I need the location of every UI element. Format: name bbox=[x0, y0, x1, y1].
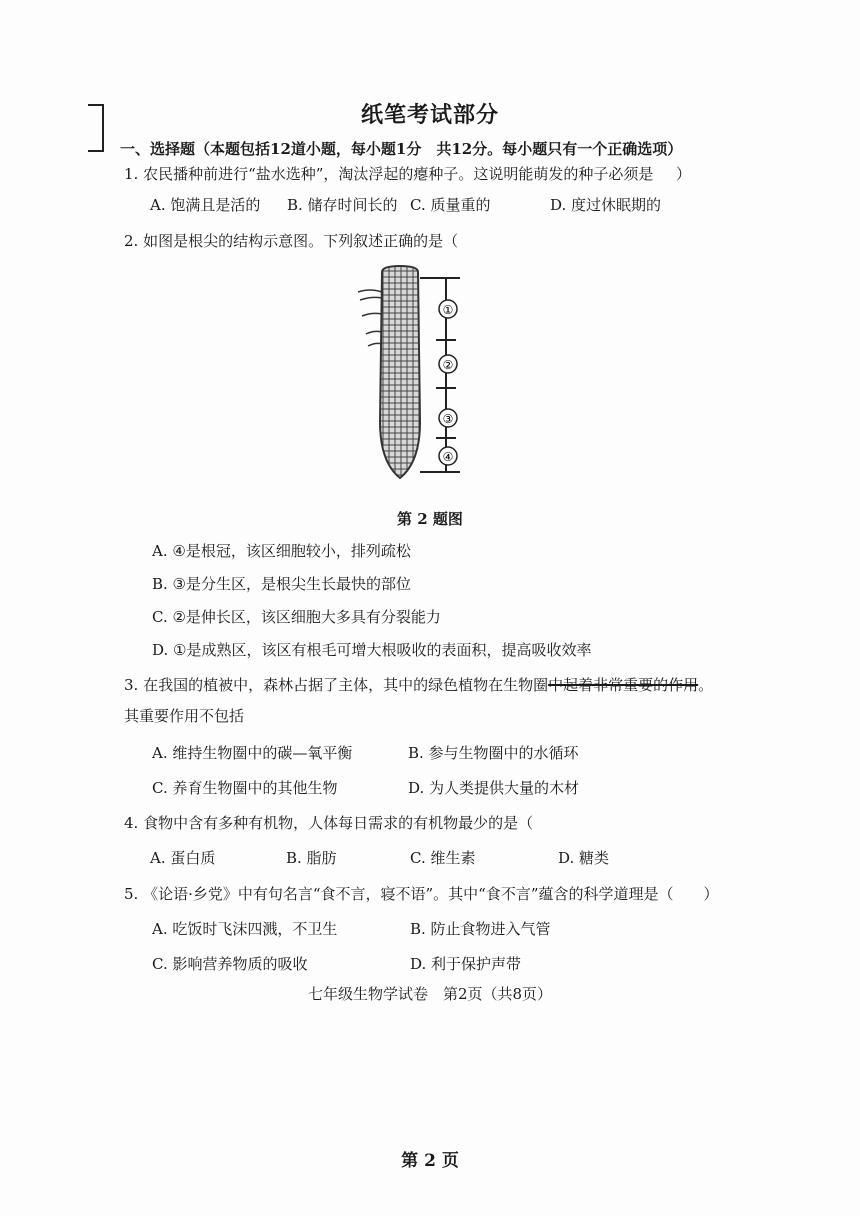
question-5-option-b: B. 防止食物进入气管 bbox=[410, 920, 551, 938]
question-5-option-d: D. 利于保护声带 bbox=[410, 955, 522, 973]
question-5-option-a: A. 吃饭时飞沫四溅，不卫生 bbox=[152, 920, 338, 938]
root-body bbox=[380, 266, 420, 478]
question-3-option-b: B. 参与生物圈中的水循环 bbox=[408, 744, 579, 762]
question-1-option-a: A. 饱满且是活的 bbox=[150, 196, 261, 214]
question-3-stem-main: 3. 在我国的植被中，森林占据了主体，其中的绿色植物在生物圈 bbox=[124, 676, 549, 694]
question-2-option-b: B. ③是分生区，是根尖生长最快的部位 bbox=[152, 575, 412, 593]
question-2-option-a: A. ④是根冠，该区细胞较小，排列疏松 bbox=[152, 542, 411, 560]
question-4-option-d: D. 糖类 bbox=[558, 849, 610, 867]
question-2-option-c: C. ②是伸长区，该区细胞大多具有分裂能力 bbox=[152, 608, 441, 626]
question-4-stem: 4. 食物中含有多种有机物，人体每日需求的有机物最少的是（ bbox=[124, 814, 534, 832]
question-4-option-b: B. 脂肪 bbox=[286, 849, 337, 867]
page-title: 纸笔考试部分 bbox=[360, 102, 499, 128]
question-5-option-c: C. 影响营养物质的吸收 bbox=[152, 955, 308, 973]
question-4-option-c: C. 维生素 bbox=[410, 849, 476, 867]
question-3-option-d: D. 为人类提供大量的木材 bbox=[408, 779, 580, 797]
label-4: ④ bbox=[442, 450, 454, 464]
question-3-stem bbox=[124, 674, 713, 695]
label-3: ③ bbox=[442, 412, 454, 426]
question-3-stem-end: 。 bbox=[698, 676, 714, 694]
label-2: ② bbox=[442, 358, 454, 372]
root-tip-diagram bbox=[350, 262, 480, 487]
question-1-option-d: D. 度过休眠期的 bbox=[550, 196, 662, 214]
figure-caption: 第 2 题图 bbox=[397, 510, 463, 528]
question-4-option-a: A. 蛋白质 bbox=[150, 849, 216, 867]
page-footer: 七年级生物学试卷 第2页（共8页） bbox=[307, 985, 553, 1003]
question-1-option-c: C. 质量重的 bbox=[410, 196, 491, 214]
label-1: ① bbox=[442, 303, 454, 317]
section-heading: 一、选择题（本题包括12道小题，每小题1分 共12分。每小题只有一个正确选项） bbox=[120, 140, 683, 158]
question-3-option-a: A. 维持生物圈中的碳—氧平衡 bbox=[152, 744, 353, 762]
question-5-stem: 5. 《论语·乡党》中有句名言“食不言，寝不语”。其中“食不言”蕴含的科学道理是（ ） bbox=[124, 885, 719, 903]
question-1-option-b: B. 储存时间长的 bbox=[287, 196, 398, 214]
question-3-stem-line2: 其重要作用不包括 bbox=[124, 707, 245, 725]
question-1-stem: 1. 农民播种前进行“盐水选种”，淘汰浮起的瘪种子。这说明能萌发的种子必须是 bbox=[124, 165, 654, 183]
question-1-paren: ） bbox=[676, 165, 692, 183]
question-2-stem: 2. 如图是根尖的结构示意图。下列叙述正确的是（ bbox=[124, 232, 459, 250]
question-2-option-d: D. ①是成熟区，该区有根毛可增大根吸收的表面积，提高吸收效率 bbox=[152, 641, 592, 659]
page-number: 第 2 页 bbox=[401, 1151, 459, 1171]
question-3-option-c: C. 养育生物圈中的其他生物 bbox=[152, 779, 338, 797]
question-3-stem-struck: 中起着非常重要的作用 bbox=[548, 676, 699, 694]
